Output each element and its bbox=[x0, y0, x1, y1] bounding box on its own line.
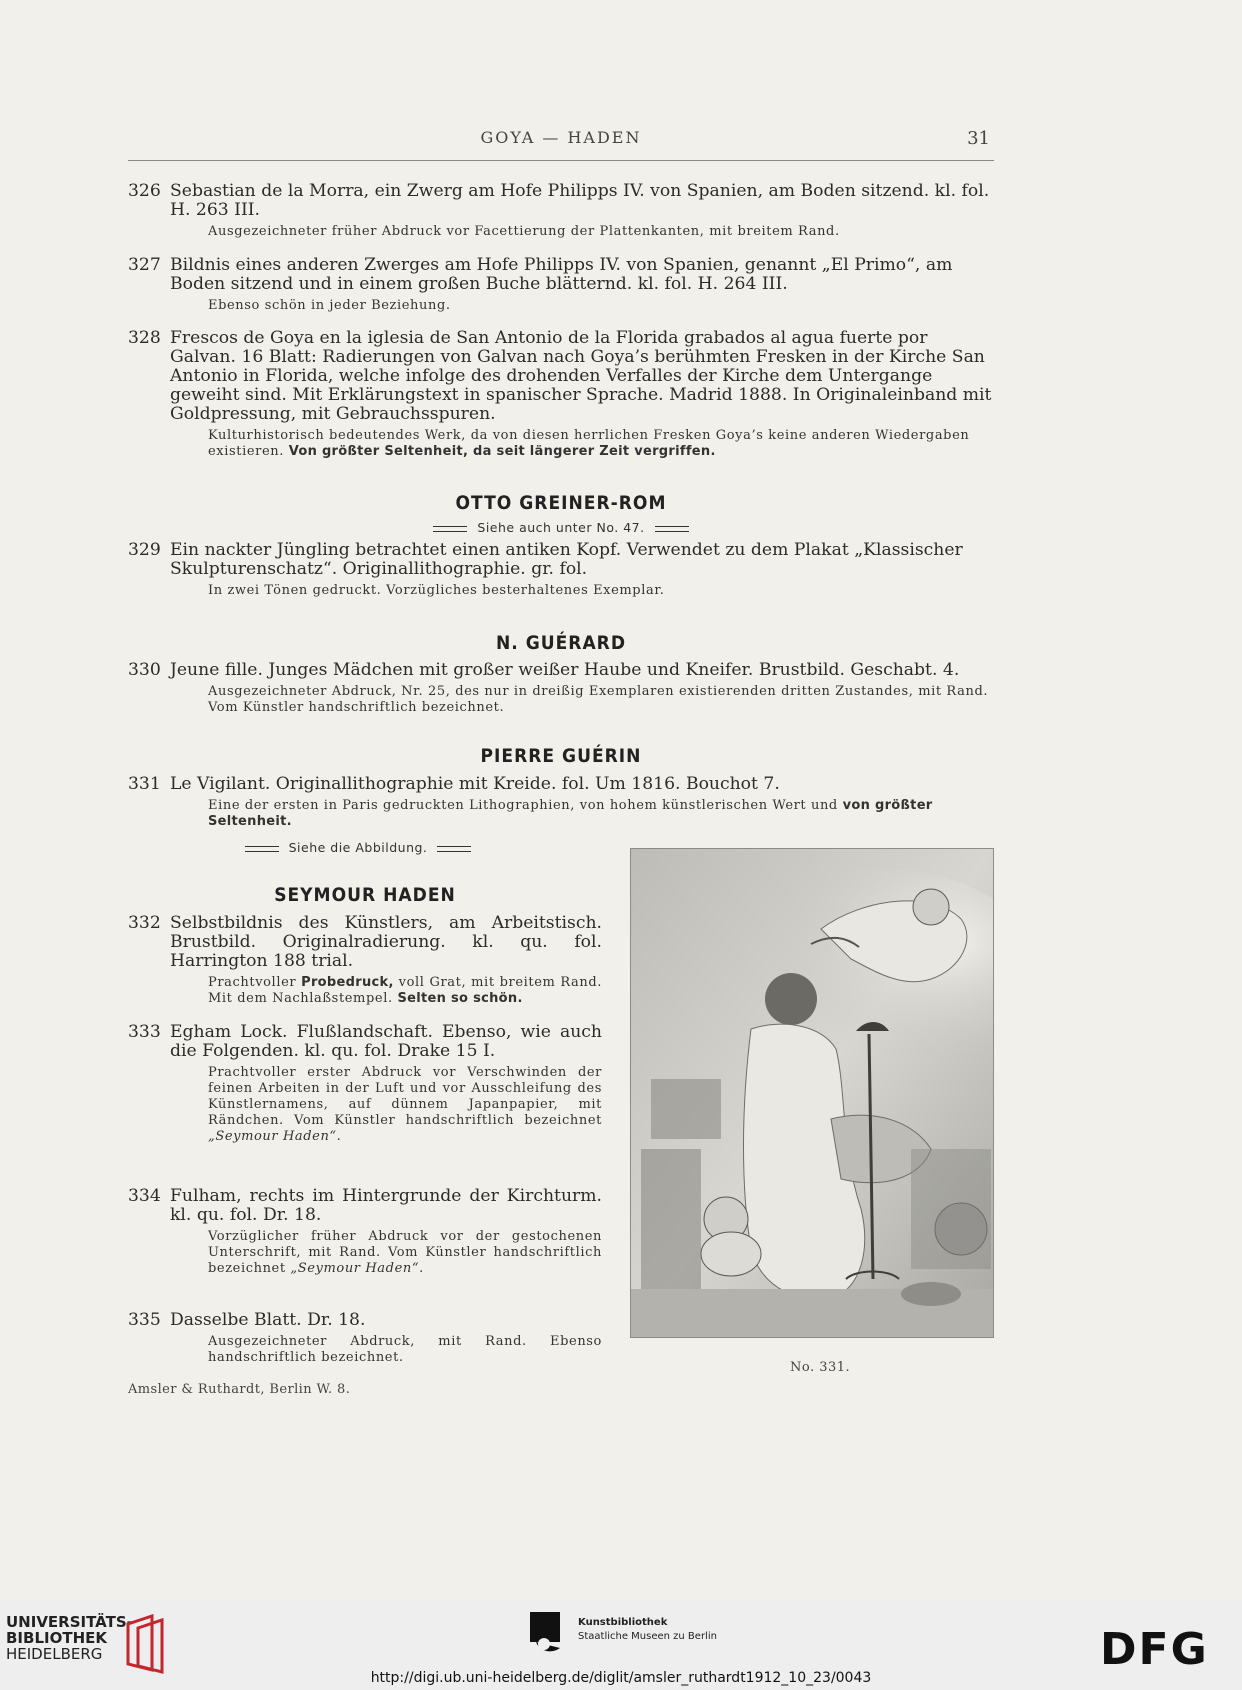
catalog-entry-333 bbox=[128, 1023, 602, 1145]
entry-note-emphasis: von größter Seltenheit. bbox=[208, 798, 933, 829]
double-rule bbox=[655, 526, 689, 532]
entry-text: Frescos de Goya en la iglesia de San Antonio de la Florida grabados al agua fuerte por Galvan. 16 Blatt: Radierungen von Galvan nach Goya’s berühmten Fresken in der Kirche San Antonio in Florida, welche infolge des drohenden Verfalles der Kirche dem Untergange geweiht sind. Mit Erklärungstext in spanischer Sprache. Madrid 1888. In Originaleinband mit Goldpressung, mit Gebrauchsspuren. bbox=[170, 328, 992, 424]
entry-note bbox=[208, 975, 602, 1007]
entry-note-emphasis: Probedruck, bbox=[301, 975, 394, 990]
catalog-entry-328 bbox=[128, 329, 994, 460]
university-library-name bbox=[6, 1614, 133, 1662]
entry-note: Ausgezeichneter Abdruck, Nr. 25, des nur in dreißig Exemplaren existierenden dritten Zustandes, mit Rand. Vom Künstler handschriftlich bezeichnet. bbox=[208, 684, 989, 715]
page-number: 31 bbox=[967, 128, 990, 149]
publisher-line: Amsler & Ruthardt, Berlin W. 8. bbox=[128, 1382, 351, 1397]
see-also-text: Siehe auch unter No. 47. bbox=[477, 520, 645, 535]
entry-note bbox=[208, 428, 994, 460]
entry-note-emphasis: Selten so schön. bbox=[397, 991, 523, 1006]
entry-note-signature: „Seymour Haden“. bbox=[208, 1129, 342, 1144]
artist-heading-haden: SEYMOUR HADEN bbox=[274, 884, 456, 906]
artist-heading-guerard: N. GUÉRARD bbox=[495, 632, 627, 654]
entry-number: 334 bbox=[128, 1186, 161, 1206]
catalog-entry-331 bbox=[128, 775, 994, 830]
catalog-entry-327 bbox=[128, 256, 994, 314]
double-rule bbox=[437, 846, 471, 852]
entry-note: In zwei Tönen gedruckt. Vorzügliches besterhaltenes Exemplar. bbox=[208, 583, 665, 598]
entry-note bbox=[208, 798, 994, 830]
kb-line: Staatliche Museen zu Berlin bbox=[578, 1631, 717, 1642]
entry-text: Egham Lock. Flußlandschaft. Ebenso, wie auch die Folgenden. kl. qu. fol. Drake 15 I. bbox=[170, 1022, 602, 1061]
entry-text: Jeune fille. Junges Mädchen mit großer weißer Haube und Kneifer. Brustbild. Geschabt. 4. bbox=[170, 660, 960, 680]
artist-heading-greiner: OTTO GREINER-ROM bbox=[455, 492, 667, 514]
entry-text: Bildnis eines anderen Zwerges am Hofe Philipps IV. von Spanien, genannt „El Primo“, am Boden sitzend und in einem großen Buche blätternd. kl. fol. H. 264 III. bbox=[170, 255, 953, 294]
entry-note: Ausgezeichneter früher Abdruck vor Facettierung der Plattenkanten, mit breitem Rand. bbox=[208, 224, 840, 239]
entry-text: Sebastian de la Morra, ein Zwerg am Hofe Philipps IV. von Spanien, am Boden sitzend. kl. fol. H. 263 III. bbox=[170, 181, 990, 220]
double-rule bbox=[245, 846, 279, 852]
kunstbibliothek-logo[interactable] bbox=[530, 1612, 760, 1662]
kb-line: Kunstbibliothek bbox=[578, 1617, 668, 1628]
entry-note-text: voll Grat, mit breitem Rand. Mit dem Nachlaßstempel. bbox=[208, 975, 603, 1006]
digitization-footer bbox=[0, 1600, 1242, 1690]
entry-number: 333 bbox=[128, 1022, 161, 1042]
entry-number: 326 bbox=[128, 181, 161, 201]
lithograph-illustration bbox=[630, 848, 994, 1338]
university-library-logo[interactable] bbox=[6, 1614, 176, 1674]
entry-number: 331 bbox=[128, 774, 161, 794]
entry-number: 327 bbox=[128, 255, 161, 275]
entry-text: Le Vigilant. Originallithographie mit Kreide. fol. Um 1816. Bouchot 7. bbox=[170, 774, 780, 794]
kunstbibliothek-emblem-icon bbox=[530, 1612, 570, 1656]
entry-text: Fulham, rechts im Hintergrunde der Kirchturm. kl. qu. fol. Dr. 18. bbox=[170, 1186, 602, 1225]
running-head: GOYA — HADEN bbox=[480, 128, 642, 147]
double-rule bbox=[433, 526, 467, 532]
entry-note bbox=[208, 1229, 602, 1277]
entry-note-text: Eine der ersten in Paris gedruckten Lithographien, von hohem künstlerischen Wert und bbox=[208, 798, 838, 813]
entry-note-emphasis: Von größter Seltenheit, da seit längerer Zeit vergriffen. bbox=[288, 444, 716, 459]
entry-note: Ebenso schön in jeder Beziehung. bbox=[208, 298, 451, 313]
catalog-entry-334 bbox=[128, 1187, 602, 1277]
entry-number: 332 bbox=[128, 913, 161, 933]
see-also-greiner bbox=[128, 520, 994, 535]
kunstbibliothek-name bbox=[578, 1616, 717, 1644]
entry-text: Dasselbe Blatt. Dr. 18. bbox=[170, 1310, 366, 1330]
catalog-entry-329 bbox=[128, 541, 994, 599]
catalog-entry-335 bbox=[128, 1311, 602, 1366]
entry-note bbox=[208, 1065, 602, 1145]
entry-note-signature: „Seymour Haden“. bbox=[290, 1261, 424, 1276]
entry-text: Ein nackter Jüngling betrachtet einen antiken Kopf. Verwendet zu dem Plakat „Klassischer Skulpturenschatz“. Originallithographie. gr. fol. bbox=[170, 540, 963, 579]
permalink-url[interactable]: http://digi.ub.uni-heidelberg.de/diglit/amsler_ruthardt1912_10_23/0043 bbox=[370, 1670, 872, 1686]
ub-emblem-icon bbox=[124, 1614, 168, 1674]
catalog-entry-326 bbox=[128, 182, 994, 240]
uni-line: BIBLIOTHEK bbox=[6, 1629, 107, 1647]
header-rule bbox=[128, 160, 994, 161]
entry-note-text: Vorzüglicher früher Abdruck vor der gestochenen Unterschrift, mit Rand. Vom Künstler handschriftlich bezeichnet bbox=[208, 1229, 602, 1276]
entry-number: 329 bbox=[128, 540, 161, 560]
lithograph-image bbox=[631, 849, 993, 1337]
entry-number: 328 bbox=[128, 328, 161, 348]
entry-number: 335 bbox=[128, 1310, 161, 1330]
entry-number: 330 bbox=[128, 660, 161, 680]
see-also-guerin bbox=[208, 840, 508, 855]
entry-note: Ausgezeichneter Abdruck, mit Rand. Ebenso handschriftlich bezeichnet. bbox=[208, 1334, 602, 1365]
illustration-caption: No. 331. bbox=[790, 1360, 851, 1375]
uni-line: UNIVERSITÄTS- bbox=[6, 1613, 133, 1631]
artist-heading-guerin: PIERRE GUÉRIN bbox=[480, 745, 642, 767]
see-also-text: Siehe die Abbildung. bbox=[288, 840, 428, 855]
entry-note-text: Prachtvoller erster Abdruck vor Verschwinden der feinen Arbeiten in der Luft und vor Ausschleifung des Künstlernamens, auf dünnem Japanpapier, mit Rändchen. Vom Künstler handschriftlich bezeichnet bbox=[208, 1065, 602, 1128]
catalog-entry-332 bbox=[128, 914, 602, 1007]
catalog-entry-330 bbox=[128, 661, 994, 716]
entry-note-text: Kulturhistorisch bedeutendes Werk, da von diesen herrlichen Fresken Goya’s keine anderen Wiedergaben existieren. bbox=[208, 428, 970, 459]
entry-note-text: Prachtvoller bbox=[208, 975, 297, 990]
dfg-logo[interactable]: DFG bbox=[1100, 1624, 1209, 1675]
uni-line: HEIDELBERG bbox=[6, 1645, 103, 1663]
entry-text: Selbstbildnis des Künstlers, am Arbeitstisch. Brustbild. Originalradierung. kl. qu. fol. Harrington 188 trial. bbox=[170, 913, 602, 971]
